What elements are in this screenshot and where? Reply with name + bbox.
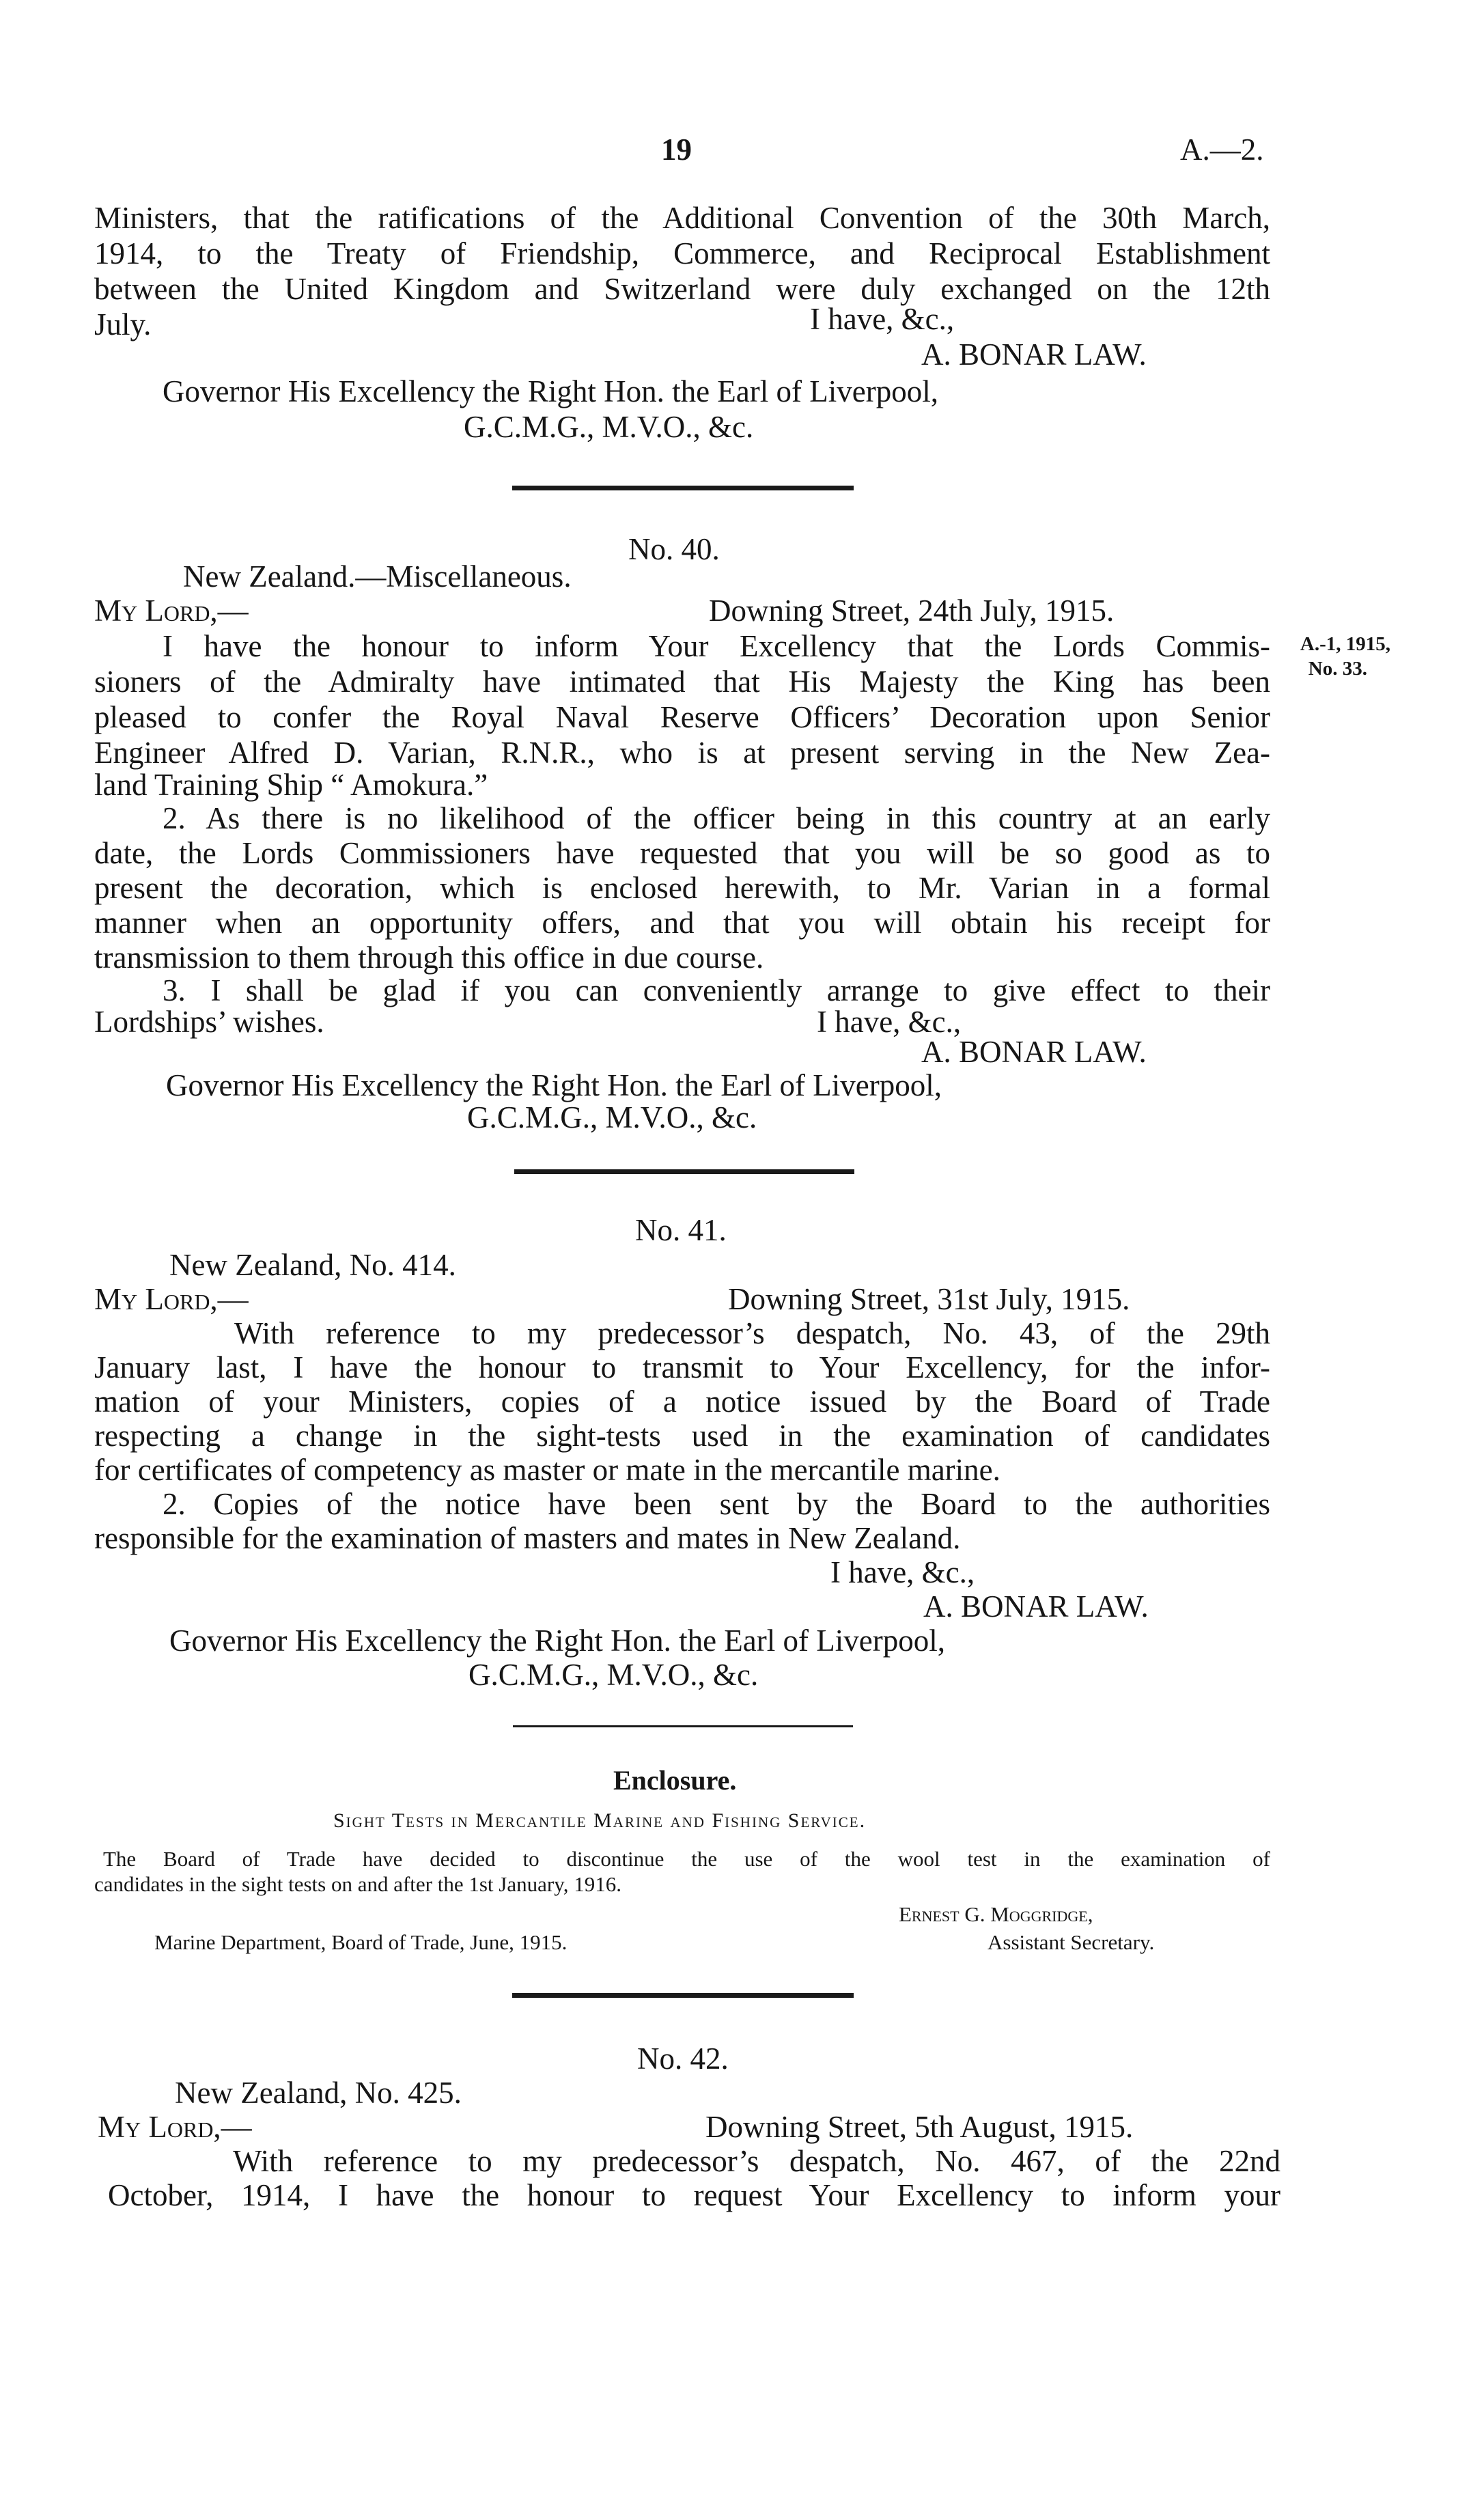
despatch-40-line-4: Engineer Alfred D. Varian, R.N.R., who is at present serving in the New Zea-: [94, 736, 1270, 770]
despatch-41-heading: No. 41.: [635, 1213, 727, 1247]
despatch-42-salutation: My Lord,—: [98, 2110, 252, 2144]
intro-line-1: Ministers, that the ratifications of the Additional Convention of the 30th March,: [94, 201, 1270, 235]
despatch-40-line-11: 3. I shall be glad if you can conveniently arrange to give effect to their: [163, 973, 1270, 1007]
despatch-41-subject: New Zealand, No. 414.: [169, 1248, 456, 1282]
intro-signature: A. BONAR LAW.: [921, 337, 1147, 372]
despatch-42-line-2: October, 1914, I have the honour to request Your Excellency to inform your: [108, 2178, 1280, 2212]
despatch-42-line-1: With reference to my predecessor’s despatch, No. 467, of the 22nd: [233, 2144, 1280, 2178]
despatch-41-signature: A. BONAR LAW.: [923, 1589, 1149, 1624]
despatch-40-addressee-1: Governor His Excellency the Right Hon. the Earl of Liverpool,: [166, 1068, 942, 1102]
intro-addressee-2: G.C.M.G., M.V.O., &c.: [464, 410, 754, 444]
enclosure-signer-title: Assistant Secretary.: [988, 1930, 1155, 1954]
despatch-40-margin-ref-2: No. 33.: [1308, 658, 1367, 680]
despatch-41-salutation: My Lord,—: [94, 1282, 249, 1316]
despatch-41-line-7: responsible for the examination of masters and mates in New Zealand.: [94, 1521, 961, 1555]
despatch-40-addressee-2: G.C.M.G., M.V.O., &c.: [467, 1100, 757, 1134]
despatch-40-line-6: 2. As there is no likelihood of the officer being in this country at an early: [163, 801, 1270, 835]
despatch-40-line-1: I have the honour to inform Your Excellency that the Lords Commis-: [163, 629, 1270, 663]
despatch-42-heading: No. 42.: [637, 2042, 729, 2076]
section-divider: [514, 1169, 854, 1174]
enclosure-line-2: candidates in the sight tests on and after the 1st January, 1916.: [94, 1872, 621, 1896]
despatch-40-line-12: Lordships’ wishes.: [94, 1005, 324, 1039]
page-number: 19: [661, 133, 692, 167]
enclosure-title: Sight Tests in Mercantile Marine and Fishing Service.: [333, 1809, 867, 1832]
despatch-40-line-2: sioners of the Admiralty have intimated that His Majesty the King has been: [94, 665, 1270, 699]
despatch-42-place-date: Downing Street, 5th August, 1915.: [705, 2110, 1134, 2144]
intro-closing: I have, &c.,: [810, 302, 955, 336]
despatch-40-signature: A. BONAR LAW.: [921, 1035, 1147, 1069]
intro-addressee-1: Governor His Excellency the Right Hon. the Earl of Liverpool,: [163, 374, 938, 408]
despatch-40-salutation: My Lord,—: [94, 594, 249, 628]
despatch-41-closing: I have, &c.,: [830, 1555, 975, 1589]
despatch-40-line-10: transmission to them through this office in due course.: [94, 941, 764, 975]
section-divider: [513, 1725, 853, 1727]
enclosure-signer: Ernest G. Moggridge,: [899, 1902, 1093, 1926]
despatch-40-line-8: present the decoration, which is enclosed herewith, to Mr. Varian in a formal: [94, 871, 1270, 905]
section-divider: [512, 1993, 854, 1998]
despatch-41-line-6: 2. Copies of the notice have been sent by the Board to the authorities: [163, 1487, 1270, 1521]
despatch-41-line-2: January last, I have the honour to transmit to Your Excellency, for the infor-: [94, 1350, 1270, 1384]
despatch-40-margin-ref-1: A.-1, 1915,: [1300, 633, 1390, 655]
intro-line-3: between the United Kingdom and Switzerland were duly exchanged on the 12th: [94, 272, 1270, 306]
series-reference: A.—2.: [1180, 133, 1264, 167]
intro-line-2: 1914, to the Treaty of Friendship, Commerce, and Reciprocal Establishment: [94, 236, 1270, 270]
despatch-40-line-3: pleased to confer the Royal Naval Reserve Officers’ Decoration upon Senior: [94, 700, 1270, 734]
despatch-41-addressee-1: Governor His Excellency the Right Hon. the Earl of Liverpool,: [169, 1624, 945, 1658]
enclosure-line-1: The Board of Trade have decided to discontinue the use of the wool test in the examination of: [103, 1847, 1270, 1871]
enclosure-office: Marine Department, Board of Trade, June, 1915.: [154, 1930, 568, 1954]
despatch-41-line-1: With reference to my predecessor’s despatch, No. 43, of the 29th: [234, 1316, 1270, 1350]
section-divider: [512, 486, 854, 490]
despatch-40-line-7: date, the Lords Commissioners have requested that you will be so good as to: [94, 836, 1270, 870]
despatch-41-place-date: Downing Street, 31st July, 1915.: [728, 1282, 1130, 1316]
despatch-40-subject: New Zealand.—Miscellaneous.: [183, 559, 572, 594]
despatch-41-addressee-2: G.C.M.G., M.V.O., &c.: [468, 1658, 759, 1692]
despatch-40-line-5: land Training Ship “ Amokura.”: [94, 768, 488, 802]
despatch-40-place-date: Downing Street, 24th July, 1915.: [709, 594, 1115, 628]
despatch-41-line-4: respecting a change in the sight-tests used in the examination of candidates: [94, 1419, 1270, 1453]
intro-line-4: July.: [94, 307, 152, 342]
despatch-40-line-9: manner when an opportunity offers, and that you will obtain his receipt for: [94, 906, 1270, 940]
enclosure-heading: Enclosure.: [613, 1765, 737, 1796]
despatch-40-heading: No. 40.: [628, 532, 720, 566]
despatch-42-subject: New Zealand, No. 425.: [175, 2076, 462, 2110]
despatch-41-line-5: for certificates of competency as master or mate in the mercantile marine.: [94, 1453, 1000, 1487]
despatch-40-closing: I have, &c.,: [817, 1005, 962, 1039]
despatch-41-line-3: mation of your Ministers, copies of a notice issued by the Board of Trade: [94, 1384, 1270, 1419]
